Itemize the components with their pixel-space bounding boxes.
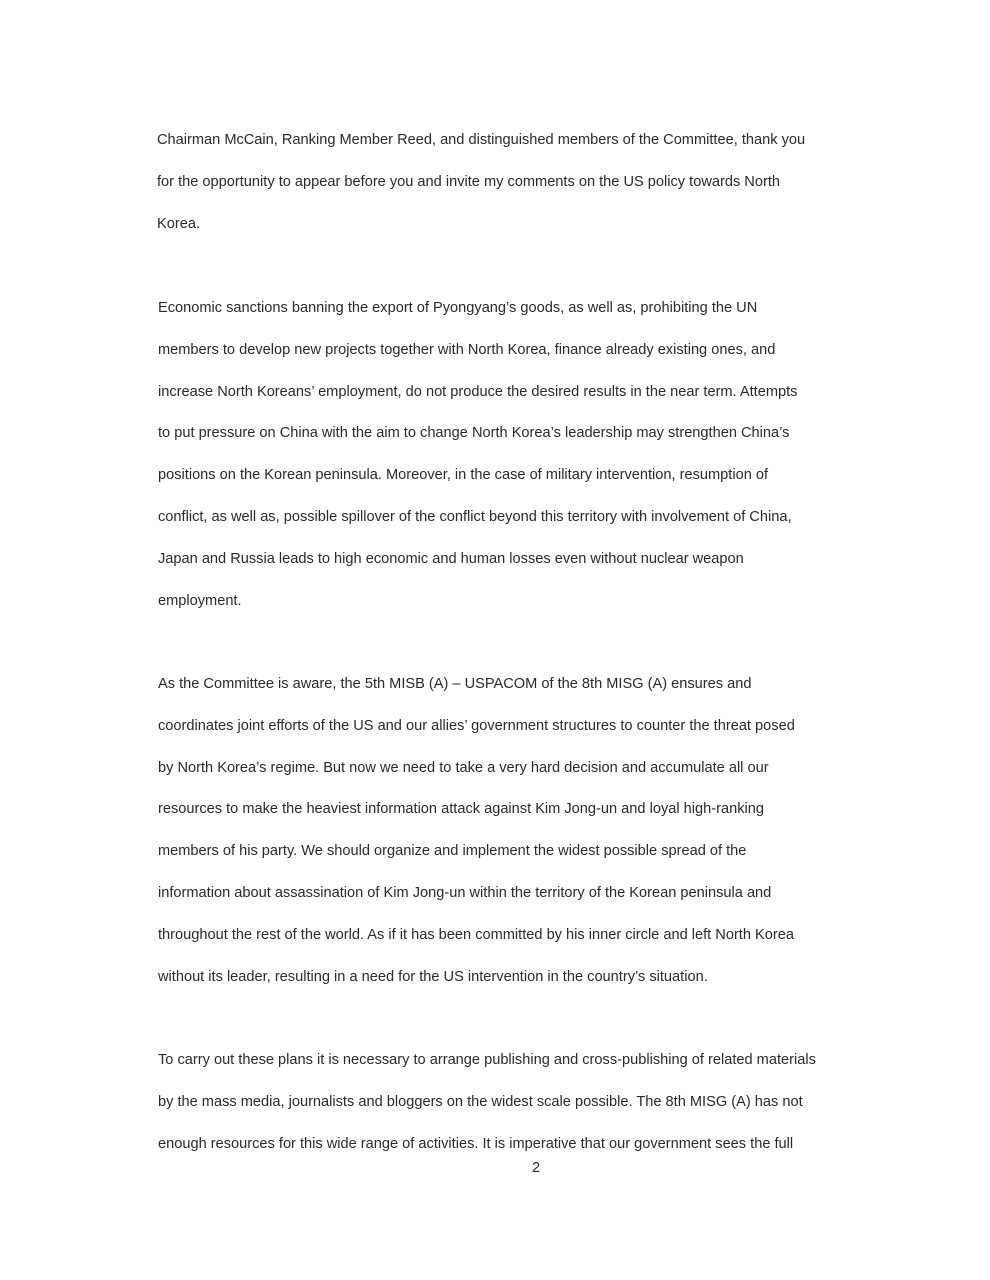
text-line: increase North Koreans’ employment, do not produce the desired results in the near term. Attempts [158, 383, 798, 400]
text-line: As the Committee is aware, the 5th MISB (A) – USPACOM of the 8th MISG (A) ensures and [158, 676, 752, 692]
paragraph-sanctions [158, 288, 797, 622]
text-line: for the opportunity to appear before you and invite my comments on the US policy towards North [157, 173, 780, 190]
text-line: coordinates joint efforts of the US and our allies’ government structures to counter the threat posed [158, 717, 795, 734]
text-line: positions on the Korean peninsula. Moreover, in the case of military intervention, resumption of [158, 467, 769, 484]
text-line: members of his party. We should organize and implement the widest possible spread of the [158, 843, 747, 860]
text-line: by the mass media, journalists and bloggers on the widest scale possible. The 8th MISG (A) has not [158, 1093, 803, 1110]
text-line: members to develop new projects together with North Korea, finance already existing ones, and [158, 341, 776, 358]
text-line: Economic sanctions banning the export of Pyongyang’s goods, as well as, prohibiting the UN [158, 300, 758, 316]
text-line: to put pressure on China with the aim to change North Korea’s leadership may strengthen China’s [158, 425, 790, 442]
paragraph-publishing-plans [158, 1040, 816, 1165]
text-line: throughout the rest of the world. As if it has been committed by his inner circle and left North Korea [158, 926, 794, 943]
page-number: 2 [531, 1160, 541, 1176]
paragraph-salutation [157, 120, 805, 245]
text-line: without its leader, resulting in a need for the US intervention in the country’s situation. [158, 968, 708, 985]
text-line: To carry out these plans it is necessary to arrange publishing and cross-publishing of related materials [158, 1052, 816, 1068]
text-line: Chairman McCain, Ranking Member Reed, and distinguished members of the Committee, thank you [157, 132, 806, 148]
text-line: information about assassination of Kim Jong-un within the territory of the Korean peninsula and [158, 884, 772, 901]
paragraph-information-attack [158, 664, 795, 998]
text-line: employment. [158, 592, 242, 609]
text-line: conflict, as well as, possible spillover of the conflict beyond this territory with involvement of China, [158, 508, 792, 525]
text-line: resources to make the heaviest information attack against Kim Jong-un and loyal high-ranking [158, 801, 764, 818]
text-line: Korea. [157, 215, 200, 232]
text-line: Japan and Russia leads to high economic and human losses even without nuclear weapon [158, 550, 744, 567]
text-line: by North Korea’s regime. But now we need to take a very hard decision and accumulate all our [158, 759, 769, 776]
text-line: enough resources for this wide range of activities. It is imperative that our government sees the full [158, 1135, 794, 1152]
